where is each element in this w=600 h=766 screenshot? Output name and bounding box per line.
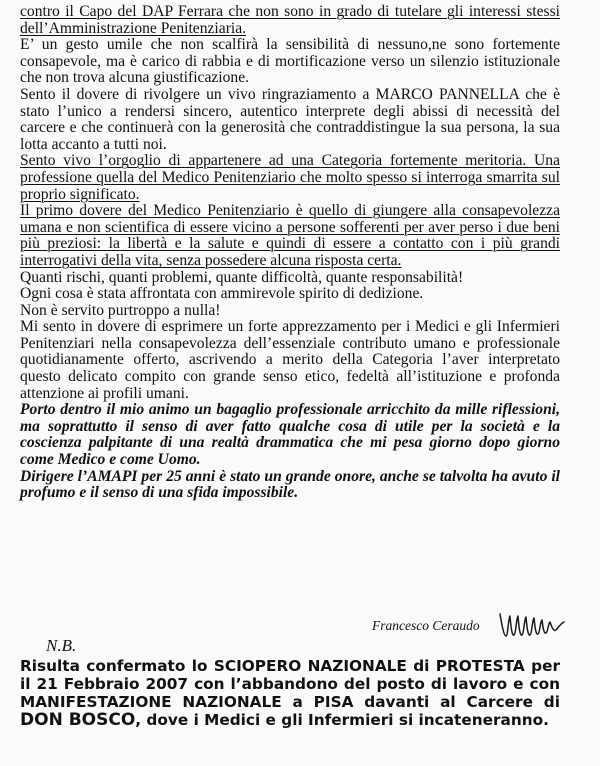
- paragraph-professional-baggage: Porto dentro il mio animo un bagaglio professionale arricchito da mille riflessioni, ma soprattutto il senso di aver fatto qualche cosa di utile per la società e la coscienza palpitante di una realtà drammatica che mi pesa giorno dopo giorno come Medico e come Uomo.: [20, 401, 560, 469]
- signature-name: Francesco Ceraudo: [372, 618, 480, 633]
- strike-notice: [20, 657, 560, 729]
- paragraph-risks: Quanti rischi, quanti problemi, quante difficoltà, quante responsabilità!: [20, 268, 464, 286]
- paragraph-dap-criticism: contro il Capo del DAP Ferrara che non sono in grado di tutelare gli interessi stessi dell’Amministrazione Penitenziaria.: [20, 3, 560, 37]
- handwritten-signature: [498, 606, 568, 642]
- letter-body: [20, 4, 560, 502]
- strike-notice-text: Risulta confermato lo SCIOPERO NAZIONALE di PROTESTA per il 21 Febbraio 2007 con l’abbandono del posto di lavoro e con MANIFESTAZIONE NAZIONALE a PISA davanti al Carcere di: [20, 657, 560, 711]
- paragraph-category-pride: Sento vivo l’orgoglio di appartenere ad una Categoria fortemente meritoria. Una professione quella del Medico Penitenziario che molto spesso si interroga smarrita sul proprio significato.: [20, 152, 560, 203]
- paragraph-humble-gesture: E’ un gesto umile che non scalfirà la sensibilità di nessuno,ne sono fortemente consapevole, ma è carico di rabbia e di mortificazione verso un silenzio istituzionale che non trova alcuna giustificazione.: [20, 36, 560, 87]
- paragraph-useless: Non è servito purtroppo a nulla!: [20, 301, 221, 319]
- paragraph-amapi-honor: Dirigere l’AMAPI per 25 anni è stato un grande onore, anche se talvolta ha avuto il profumo e il senso di una sfida impossibile.: [20, 467, 560, 502]
- paragraph-appreciation: Mi sento in dovere di esprimere un forte apprezzamento per i Medici e gli Infermieri Penitenziari nella consapevolezza dell’essenziale contributo umano e professionale quotidianamente offerto, ascrivendo a merito della Categoria l’aver interpretato questo delicato compito con grande senso etico, fedeltà all’istituzione e profonda attenzione ai profili umani.: [20, 318, 560, 402]
- paragraph-thanks-pannella: Sento il dovere di rivolgere un vivo ringraziamento a MARCO PANNELLA che è stato l’unico a rendersi sincero, autentico interprete degli abissi di necessità del carcere e che continuerà con la generosità che contraddistingue la sua persona, la sua lotta accanto a tutti noi.: [20, 85, 560, 153]
- signature-block: [360, 606, 590, 646]
- strike-notice-location: DON BOSCO: [20, 710, 136, 730]
- strike-notice-ending: , dove i Medici e gli Infermieri si incateneranno.: [135, 711, 549, 729]
- paragraph-dedication: Ogni cosa è stata affrontata con ammirevole spirito di dedizione.: [20, 285, 424, 303]
- nb-label: N.B.: [46, 636, 77, 655]
- paragraph-first-duty: Il primo dovere del Medico Penitenziario è quello di giungere alla consapevolezza umana e non scientifica di essere vicino a persone sofferenti per aver perso i due beni più preziosi: la libertà e la salute e quindi di essere a contatto con i più grandi interrogativi della vita, senza possedere alcuna risposta certa.: [20, 202, 560, 269]
